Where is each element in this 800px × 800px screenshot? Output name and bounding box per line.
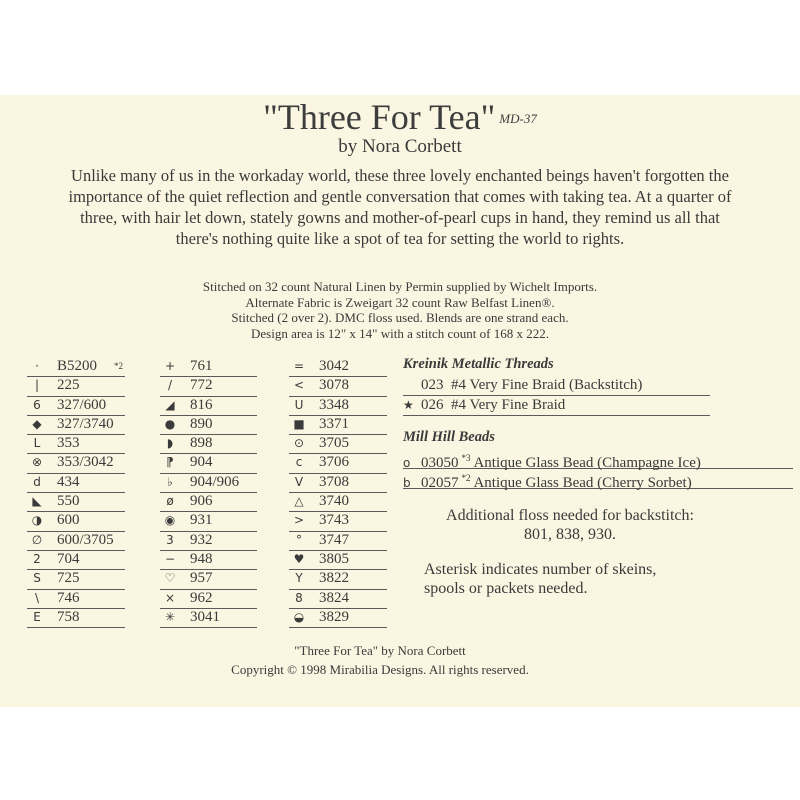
footer-title: "Three For Tea" by Nora Corbett bbox=[294, 643, 466, 658]
floss-number: 3371 bbox=[319, 415, 349, 432]
stitch-symbol: ⊗ bbox=[31, 455, 43, 470]
stitch-symbol: ∅ bbox=[31, 532, 43, 547]
floss-number: 746 bbox=[57, 589, 80, 606]
legend-row bbox=[160, 416, 257, 435]
stitch-symbol: c bbox=[295, 455, 303, 470]
stitch-symbol: ◉ bbox=[164, 513, 176, 528]
stitch-symbol: = bbox=[293, 359, 305, 373]
floss-number: 3822 bbox=[319, 570, 349, 587]
additional-floss-note: Additional floss needed for backstitch: 801, 838, 930. bbox=[446, 507, 694, 543]
stitch-symbol: d bbox=[33, 474, 41, 489]
kreinik-item: ★ 026 #4 Very Fine Braid bbox=[403, 396, 710, 416]
legend-row bbox=[289, 474, 387, 493]
skein-count: *2 bbox=[114, 361, 123, 371]
legend-row bbox=[289, 551, 387, 570]
floss-legend-column-1 bbox=[27, 358, 125, 628]
note-line: Design area is 12" x 14" with a stitch count of 168 x 222. bbox=[250, 325, 549, 341]
stitch-symbol: ♭ bbox=[167, 474, 173, 489]
bead-item: b 02057 $^{*2}$ Antique Glass Bead (Cherry Sorbet) bbox=[403, 469, 793, 489]
stitch-symbol: ◗ bbox=[166, 436, 174, 451]
stitching-notes bbox=[80, 279, 720, 341]
legend-row bbox=[289, 454, 387, 473]
stitch-symbol: ✳ bbox=[164, 609, 176, 624]
bead-symbol: b bbox=[403, 476, 411, 490]
floss-number: 600 bbox=[57, 512, 80, 529]
circle-icon: o bbox=[403, 456, 411, 470]
floss-number: 725 bbox=[57, 570, 80, 587]
legend-row bbox=[289, 532, 387, 551]
legend-row bbox=[160, 590, 257, 609]
stitch-symbol: \ bbox=[34, 590, 40, 605]
legend-row bbox=[160, 551, 257, 570]
intro-paragraph: Unlike many of us in the workaday world, these three lovely enchanted beings haven't forgotten the importance of the quiet reflection and gentle conversation that comes with taking tea. At a quarter of three, with hair let down, stately gowns and mother-of-pearl cups in hand, they remind us all that there's nothing quite like a spot of tea for setting the world to rights. bbox=[68, 166, 732, 248]
floss-number: 600/3705 bbox=[57, 531, 114, 548]
legend-row bbox=[289, 609, 387, 628]
stitch-symbol: − bbox=[164, 551, 176, 566]
legend-row bbox=[160, 493, 257, 512]
stitch-symbol: ° bbox=[296, 532, 302, 547]
stitch-symbol: | bbox=[34, 378, 40, 393]
floss-number: 904/906 bbox=[190, 473, 240, 490]
legend-row bbox=[160, 397, 257, 416]
legend-row bbox=[160, 570, 257, 589]
stitch-symbol: Y bbox=[295, 571, 303, 586]
stitch-symbol: ⁋ bbox=[166, 455, 174, 470]
legend-row bbox=[27, 532, 125, 551]
legend-row bbox=[27, 590, 125, 609]
floss-number: 3747 bbox=[319, 531, 349, 548]
page-title: "Three For Tea" MD-37 bbox=[263, 97, 537, 137]
legend-row bbox=[27, 397, 125, 416]
mill-hill-heading: Mill Hill Beads bbox=[403, 429, 495, 445]
legend-row bbox=[27, 435, 125, 454]
stitch-symbol: ♡ bbox=[164, 571, 176, 586]
floss-number: 3041 bbox=[190, 608, 220, 625]
floss-number: 898 bbox=[190, 435, 213, 452]
stitch-symbol: ■ bbox=[293, 416, 305, 431]
byline: by Nora Corbett bbox=[338, 136, 462, 157]
floss-number: 3824 bbox=[319, 589, 349, 606]
stitch-symbol: ø bbox=[166, 494, 174, 509]
floss-number: 3708 bbox=[319, 473, 349, 490]
note-line: Stitched (2 over 2). DMC floss used. Blends are one strand each. bbox=[231, 310, 569, 325]
floss-number: 761 bbox=[190, 358, 213, 374]
floss-number: 704 bbox=[57, 550, 80, 567]
legend-row bbox=[160, 532, 257, 551]
legend-row bbox=[289, 570, 387, 589]
floss-number: 772 bbox=[190, 377, 213, 394]
floss-number: 962 bbox=[190, 589, 213, 606]
floss-number: 3042 bbox=[319, 358, 349, 374]
stitch-symbol: ⊙ bbox=[293, 436, 305, 451]
legend-row bbox=[289, 590, 387, 609]
legend-row bbox=[289, 377, 387, 396]
stitch-symbol: + bbox=[164, 359, 176, 373]
floss-number: 906 bbox=[190, 493, 213, 510]
floss-number: 932 bbox=[190, 531, 213, 548]
legend-row bbox=[27, 493, 125, 512]
stitch-symbol: × bbox=[164, 590, 176, 605]
stitch-symbol: △ bbox=[294, 494, 304, 509]
legend-row bbox=[27, 512, 125, 531]
legend-row bbox=[160, 512, 257, 531]
floss-number: 327/3740 bbox=[57, 415, 114, 432]
stitch-symbol: U bbox=[294, 397, 304, 412]
stitch-symbol: 3 bbox=[166, 532, 174, 547]
stitch-symbol: ● bbox=[164, 416, 176, 431]
stitch-symbol: V bbox=[294, 474, 304, 489]
stitch-symbol: ◑ bbox=[31, 513, 43, 528]
floss-legend-column-3 bbox=[289, 358, 387, 628]
floss-number: 353/3042 bbox=[57, 454, 114, 471]
floss-number: 550 bbox=[57, 493, 80, 510]
stitch-symbol: 6 bbox=[33, 397, 41, 412]
floss-number: B5200 bbox=[57, 358, 98, 374]
floss-number: 3078 bbox=[319, 377, 349, 394]
floss-number: 957 bbox=[190, 570, 213, 587]
stitch-symbol: E bbox=[33, 609, 41, 624]
legend-row bbox=[27, 454, 125, 473]
legend-row bbox=[160, 377, 257, 396]
stitch-symbol: 8 bbox=[295, 590, 303, 605]
floss-number: 434 bbox=[57, 473, 80, 490]
floss-legend-column-2 bbox=[160, 358, 257, 628]
bead-item: o 03050 $^{*3}$ Antique Glass Bead (Champagne Ice) bbox=[403, 449, 793, 469]
floss-number: 758 bbox=[57, 608, 80, 625]
floss-number: 327/600 bbox=[57, 396, 107, 413]
floss-number: 3829 bbox=[319, 608, 349, 625]
note-line: Alternate Fabric is Zweigart 32 count Raw Belfast Linen®. bbox=[245, 294, 555, 310]
legend-row bbox=[160, 435, 257, 454]
legend-row bbox=[160, 454, 257, 473]
legend-row bbox=[160, 358, 257, 377]
copyright: Copyright © 1998 Mirabilia Designs. All rights reserved. bbox=[231, 662, 529, 677]
stitch-symbol: ◣ bbox=[32, 494, 42, 509]
legend-row bbox=[289, 416, 387, 435]
floss-number: 816 bbox=[190, 396, 213, 413]
stitch-symbol: / bbox=[167, 378, 173, 393]
stitch-symbol: L bbox=[33, 436, 41, 451]
floss-number: 948 bbox=[190, 550, 213, 567]
stitch-symbol: ◢ bbox=[165, 397, 175, 412]
floss-number: 3706 bbox=[319, 454, 349, 471]
stitch-symbol: · bbox=[35, 359, 39, 373]
floss-number: 931 bbox=[190, 512, 213, 529]
kreinik-heading: Kreinik Metallic Threads bbox=[403, 356, 554, 372]
legend-row bbox=[289, 358, 387, 377]
legend-row bbox=[27, 551, 125, 570]
legend-row bbox=[27, 474, 125, 493]
stitch-symbol: ♥ bbox=[293, 551, 305, 566]
stitch-symbol: S bbox=[33, 571, 41, 586]
legend-row bbox=[27, 358, 125, 377]
note-line: Stitched on 32 count Natural Linen by Permin supplied by Wichelt Imports. bbox=[202, 279, 598, 294]
stitch-symbol: < bbox=[293, 378, 305, 393]
legend-row bbox=[27, 609, 125, 628]
floss-number: 890 bbox=[190, 415, 213, 432]
floss-number: 3348 bbox=[319, 396, 349, 413]
stitch-symbol: 2 bbox=[33, 551, 41, 566]
asterisk-note: Asterisk indicates number of skeins, spools or packets needed. bbox=[424, 561, 657, 597]
footer bbox=[0, 641, 760, 679]
legend-row bbox=[27, 377, 125, 396]
floss-number: 3705 bbox=[319, 435, 349, 452]
legend-row bbox=[289, 512, 387, 531]
floss-number: 225 bbox=[57, 377, 80, 394]
floss-number: 3740 bbox=[319, 493, 349, 510]
legend-row bbox=[289, 435, 387, 454]
floss-number: 3743 bbox=[319, 512, 349, 529]
legend-row bbox=[289, 493, 387, 512]
legend-row bbox=[160, 609, 257, 628]
legend-row bbox=[160, 474, 257, 493]
design-code: MD-37 bbox=[499, 111, 537, 126]
legend-row bbox=[289, 397, 387, 416]
floss-number: 353 bbox=[57, 435, 80, 452]
stitch-symbol: > bbox=[293, 513, 305, 528]
floss-number: 904 bbox=[190, 454, 213, 471]
legend-row bbox=[27, 570, 125, 589]
stitch-symbol: ◒ bbox=[293, 609, 305, 624]
legend-row bbox=[27, 416, 125, 435]
floss-number: 3805 bbox=[319, 550, 349, 567]
star-icon: ★ bbox=[403, 398, 414, 412]
kreinik-item: 023 #4 Very Fine Braid (Backstitch) bbox=[403, 376, 710, 396]
stitch-symbol: ◆ bbox=[32, 416, 42, 431]
